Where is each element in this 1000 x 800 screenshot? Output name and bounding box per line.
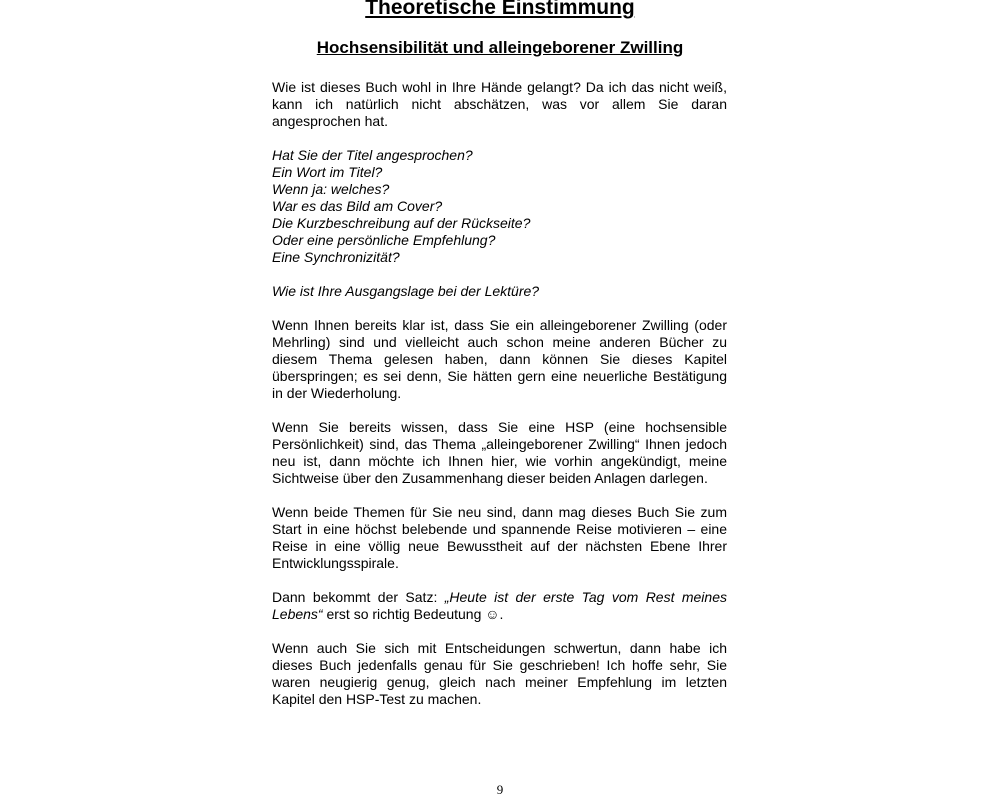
paragraph-known-twin: Wenn Ihnen bereits klar ist, dass Sie ein alleingeborener Zwilling (oder Mehrling) sind und vielleicht auch schon meine anderen Bücher zu diesem Thema gelesen haben, dann können Sie dieses Kapitel überspringen; es sei denn, Sie hätten gern eine neuerliche Bestätigung in der Wiederholung. [272, 317, 727, 401]
page-number: 9 [496, 782, 504, 797]
question-line: Eine Synchronizität? [272, 249, 400, 265]
question-line: Ein Wort im Titel? [272, 164, 383, 180]
question-list [272, 147, 727, 266]
chapter-title: Theoretische Einstimmung [365, 0, 635, 19]
starting-question [272, 283, 727, 300]
question-line: War es das Bild am Cover? [272, 198, 443, 214]
quote-lead-text: Dann bekommt der Satz: [272, 589, 445, 605]
document-body [272, 79, 727, 725]
starting-question-text: Wie ist Ihre Ausgangslage bei der Lektüre? [272, 283, 540, 299]
paragraph-quote [272, 589, 727, 623]
quote-text: „Heute ist der erste Tag vom Rest meines Lebens“ [272, 589, 727, 622]
quote-trailing-text: erst so richtig Bedeutung ☺. [322, 606, 504, 622]
paragraph-known-hsp: Wenn Sie bereits wissen, dass Sie eine HSP (eine hochsensible Persönlichkeit) sind, das Thema „alleingeborener Zwilling“ Ihnen jedoch neu ist, dann möchte ich Ihnen hier, wie vorhin angekündigt, meine Sichtweise über den Zusammenhang dieser beiden Anlagen darlegen. [272, 419, 727, 486]
question-line: Die Kurzbeschreibung auf der Rückseite? [272, 215, 531, 231]
question-line: Wenn ja: welches? [272, 181, 390, 197]
paragraph-intro: Wie ist dieses Buch wohl in Ihre Hände gelangt? Da ich das nicht weiß, kann ich natürlich nicht abschätzen, was vor allem Sie daran angesprochen hat. [272, 79, 727, 129]
section-title: Hochsensibilität und alleingeborener Zwilling [316, 38, 684, 57]
paragraph-decisions: Wenn auch Sie sich mit Entscheidungen schwertun, dann habe ich dieses Buch jedenfalls genau für Sie geschrieben! Ich hoffe sehr, Sie waren neugierig genug, gleich nach meiner Empfehlung im letzten Kapitel den HSP-Test zu machen. [272, 640, 727, 707]
question-line: Hat Sie der Titel angesprochen? [272, 147, 473, 163]
question-line: Oder eine persönliche Empfehlung? [272, 232, 496, 248]
paragraph-both-new: Wenn beide Themen für Sie neu sind, dann mag dieses Buch Sie zum Start in eine höchst belebende und spannende Reise motivieren – eine Reise in eine völlig neue Bewusstheit auf der nächsten Ebene Ihrer Entwicklungsspirale. [272, 504, 727, 571]
